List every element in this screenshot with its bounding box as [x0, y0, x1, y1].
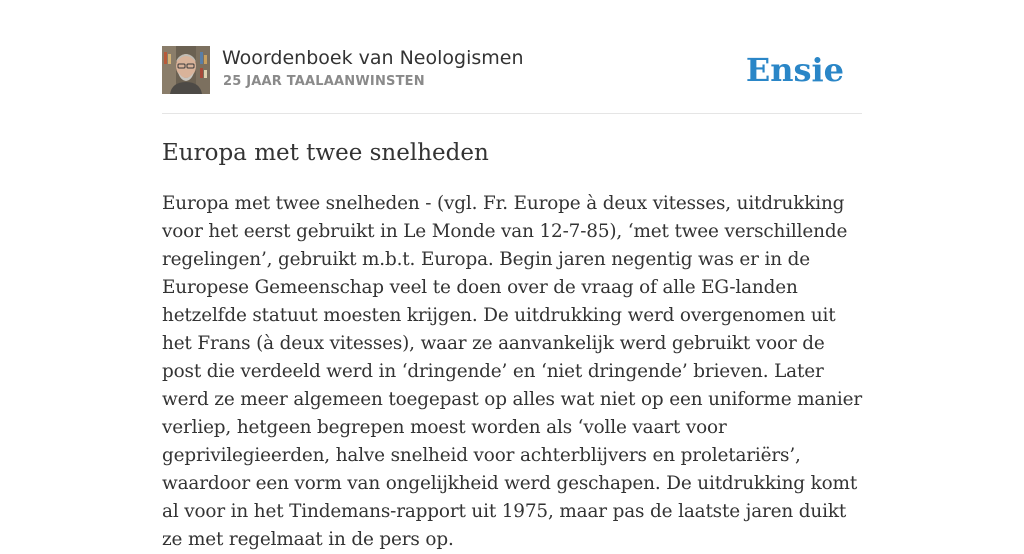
site-subtitle: 25 JAAR TAALAANWINSTEN: [223, 74, 425, 89]
site-title[interactable]: Woordenboek van Neologismen: [222, 47, 524, 69]
portrait-icon: [162, 46, 210, 94]
author-avatar[interactable]: [162, 46, 210, 94]
header-divider: [162, 113, 862, 114]
entry-title: Europa met twee snelheden: [162, 140, 489, 166]
site-header: [162, 46, 862, 96]
ensie-logo[interactable]: Ensie: [745, 51, 844, 89]
entry-body: Europa met twee snelheden - (vgl. Fr. Europe à deux vitesses, uitdrukking voor het eerst gebruikt in Le Monde van 12-7-85), ‘met twee verschillende regelingen’, gebruikt m.b.t. Europa. Begin jaren negentig was er in de Europese Gemeenschap veel te doen over de vraag of alle EG-landen hetzelfde statuut moesten krijgen. De uitdrukking werd overgenomen uit het Frans (à deux vitesses), waar ze aanvankelijk werd gebruikt voor de post die verdeeld werd in ‘dringende’ en ‘niet dringende’ brieven. Later werd ze meer algemeen toegepast op alles wat niet op een uniforme manier verliep, hetgeen begrepen moest worden als ‘volle vaart voor geprivilegieerden, halve snelheid voor achterblijvers en proletariërs’, waardoor een vorm van ongelijkheid werd geschapen. De uitdrukking komt al voor in het Tindemans-rapport uit 1975, maar pas de laatste jaren duikt ze met regelmaat in de pers op.: [162, 193, 863, 550]
